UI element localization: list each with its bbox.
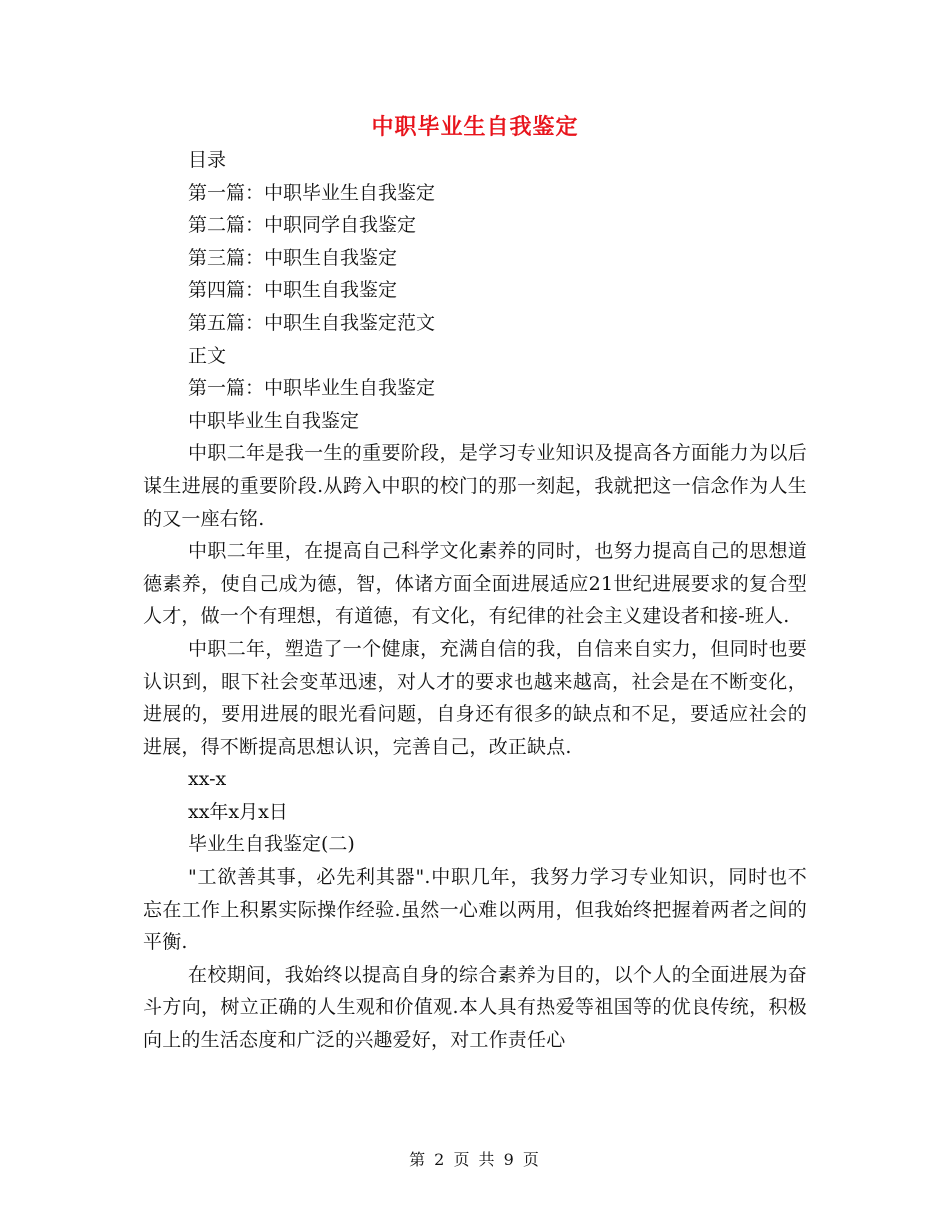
- section-heading: 第一篇：中职毕业生自我鉴定: [188, 377, 436, 400]
- toc-item: 第四篇：中职生自我鉴定: [188, 279, 398, 302]
- paragraph: 中职二年是我一生的重要阶段，是学习专业知识及提高各方面能力为以后谋生进展的重要阶段.从跨入中职的校门的那一刻起，我就把这一信念作为人生的又一座右铭.: [143, 442, 807, 530]
- page-footer: 第 2 页 共 9 页: [409, 1150, 541, 1169]
- signature: xx-x: [188, 768, 227, 791]
- paragraph: 中职二年，塑造了一个健康，充满自信的我，自信来自实力，但同时也要认识到，眼下社会变革迅速，对人才的要求也越来越高，社会是在不断变化，进展的，要用进展的眼光看问题，自身还有很多的缺点和不足，要适应社会的进展，得不断提高思想认识，完善自己，改正缺点.: [143, 637, 807, 758]
- document-title: 中职毕业生自我鉴定: [371, 115, 579, 140]
- toc-item: 第二篇：中职同学自我鉴定: [188, 214, 417, 237]
- date-line: xx年x月x日: [188, 800, 288, 823]
- toc-item: 第三篇：中职生自我鉴定: [188, 246, 398, 269]
- paragraph: 中职二年里，在提高自己科学文化素养的同时，也努力提高自己的思想道德素养，使自己成为德，智，体诸方面全面进展适应21世纪进展要求的复合型人才，做一个有理想，有道德，有文化，有纪律的社会主义建设者和接-班人.: [143, 540, 807, 628]
- toc-item: 第一篇：中职毕业生自我鉴定: [188, 181, 436, 204]
- paragraph: 在校期间，我始终以提高自身的综合素养为目的，以个人的全面进展为奋斗方向，树立正确的人生观和价值观.本人具有热爱等祖国等的优良传统，积极向上的生活态度和广泛的兴趣爱好，对工作责任心: [143, 963, 807, 1052]
- toc-item: 第五篇：中职生自我鉴定范文: [188, 311, 436, 334]
- section-subtitle: 毕业生自我鉴定(二): [188, 833, 355, 856]
- toc-heading: 目录: [188, 149, 227, 171]
- section-subtitle: 中职毕业生自我鉴定: [188, 409, 360, 432]
- paragraph: "工欲善其事，必先利其器".中职几年，我努力学习专业知识，同时也不忘在工作上积累实际操作经验.虽然一心难以两用，但我始终把握着两者之间的平衡.: [143, 866, 807, 954]
- body-heading: 正文: [188, 344, 227, 367]
- document-body: [143, 144, 807, 1057]
